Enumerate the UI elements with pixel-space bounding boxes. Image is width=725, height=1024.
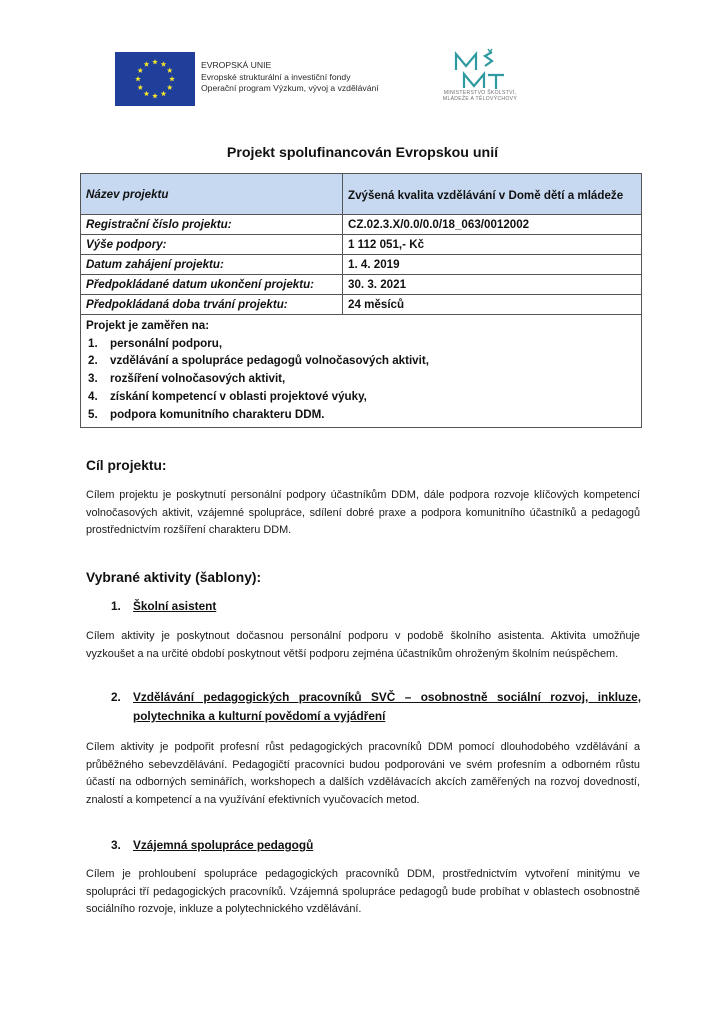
list-number: 1.	[88, 336, 98, 350]
row-label: Předpokládaná doba trvání projektu:	[81, 295, 343, 315]
goal-heading: Cíl projektu:	[86, 458, 167, 473]
eu-logo-line: Evropské strukturální a investiční fondy	[201, 71, 351, 82]
msmt-logo-text	[420, 90, 540, 102]
list-number: 4.	[88, 389, 98, 403]
list-number: 3.	[88, 372, 98, 386]
goal-text: Cílem projektu je poskytnutí personální podpory účastníkům DDM, dále podpora rozvoje klíčových kompetencí volnočasových aktivit, vzájemné spolupráce, sdílení dobré praxe a podpora komunitního účastníků a pedagogů prostřednictvím rozšíření charakteru DDM.	[86, 489, 640, 537]
list-text: vzdělávání a spolupráce pedagogů volnočasových aktivit,	[110, 354, 429, 368]
activity-text: Cílem aktivity je poskytnout dočasnou personální podporu v podobě školního asistenta. Aktivita umožňuje vyzkoušet a na určité období poskytnout větší podporu zejména účastníkům ohroženým školním neúspěchem.	[86, 630, 640, 660]
activity-number: 1.	[111, 599, 121, 613]
activity-number: 2.	[111, 690, 121, 704]
row-value: 24 měsíců	[343, 295, 642, 315]
list-item	[86, 335, 636, 353]
eu-stars-icon	[115, 52, 195, 106]
msmt-logo	[420, 48, 540, 108]
focus-title: Projekt je zaměřen na:	[86, 319, 210, 332]
row-value: CZ.02.3.X/0.0/0.0/18_063/0012002	[343, 215, 642, 235]
focus-row	[81, 315, 642, 428]
table-row	[81, 275, 642, 295]
row-label: Datum zahájení projektu:	[81, 255, 343, 275]
activity-title: Školní asistent	[133, 599, 217, 613]
page-title: Projekt spolufinancován Evropskou unií	[226, 145, 499, 161]
row-value: 1 112 051,- Kč	[343, 235, 642, 255]
activity-heading	[111, 836, 641, 855]
table-row	[81, 295, 642, 315]
list-text: podpora komunitního charakteru DDM.	[110, 407, 325, 421]
msmt-logo-line: MINISTERSTVO ŠKOLSTVÍ,	[443, 90, 517, 96]
row-value: 1. 4. 2019	[343, 255, 642, 275]
activity-text: Cílem aktivity je podpořit profesní růst pedagogických pracovníků DDM pomocí dlouhodobého vzdělávání a průběžného sebevzdělávání. Pedagogičtí pracovníci budou podporováni ve svém profesním a odborném růstu účastí na odborných seminářích, workshopech a dalších vzdělávacích akcích zaměřených na rozvoj dovedností, znalostí a kompetencí a na využívání efektivních vyučovacích metod.	[86, 741, 640, 806]
activity-title: Vzájemná spolupráce pedagogů	[133, 838, 314, 852]
project-info-table	[80, 173, 642, 428]
activity-heading	[111, 597, 641, 616]
activity-title: Vzdělávání pedagogických pracovníků SVČ – osobnostně sociální rozvoj, inkluze, polytechnika a kulturní povědomí a vyjádření	[133, 690, 641, 723]
msmt-logo-line: MLÁDEŽE A TĚLOVÝCHOVY	[442, 96, 518, 103]
row-label: Registrační číslo projektu:	[81, 215, 343, 235]
eu-logo-line: EVROPSKÁ UNIE	[201, 60, 272, 70]
msmt-logo-icon	[450, 48, 508, 92]
focus-list	[86, 335, 636, 424]
list-text: rozšíření volnočasových aktivit,	[110, 372, 286, 386]
list-text: personální podporu,	[110, 336, 223, 350]
table-row	[81, 235, 642, 255]
row-value: Zvýšená kvalita vzdělávání v Domě dětí a mládeže	[343, 174, 642, 215]
table-row	[81, 215, 642, 235]
list-text: získání kompetencí v oblasti projektové výuky,	[110, 389, 367, 403]
row-label: Název projektu	[81, 174, 343, 215]
list-number: 2.	[88, 354, 98, 368]
list-item	[86, 388, 636, 406]
list-item	[86, 406, 636, 424]
row-value: 30. 3. 2021	[343, 275, 642, 295]
list-item	[86, 352, 636, 370]
activities-heading: Vybrané aktivity (šablony):	[86, 570, 262, 585]
row-label: Předpokládané datum ukončení projektu:	[81, 275, 343, 295]
eu-flag-icon	[115, 52, 195, 106]
activity-number: 3.	[111, 838, 121, 852]
activity-heading	[111, 688, 641, 726]
list-item	[86, 370, 636, 388]
eu-logo-line: Operační program Výzkum, vývoj a vzdělávání	[201, 83, 379, 94]
activity-text: Cílem je prohloubení spolupráce pedagogických pracovníků DDM, prostřednictvím vytvoření minitýmu ve spolupráci tří pedagogických pracovníků. Vzájemná spolupráce pedagogů bude probíhat v oblastech osobnostně sociálního rozvoje, inkluze a polytechnického vzdělávání.	[86, 868, 640, 916]
row-label: Výše podpory:	[81, 235, 343, 255]
eu-logo-text	[201, 60, 379, 95]
list-number: 5.	[88, 407, 98, 421]
project-focus-cell	[81, 315, 642, 428]
table-row	[81, 255, 642, 275]
table-row	[81, 174, 642, 215]
